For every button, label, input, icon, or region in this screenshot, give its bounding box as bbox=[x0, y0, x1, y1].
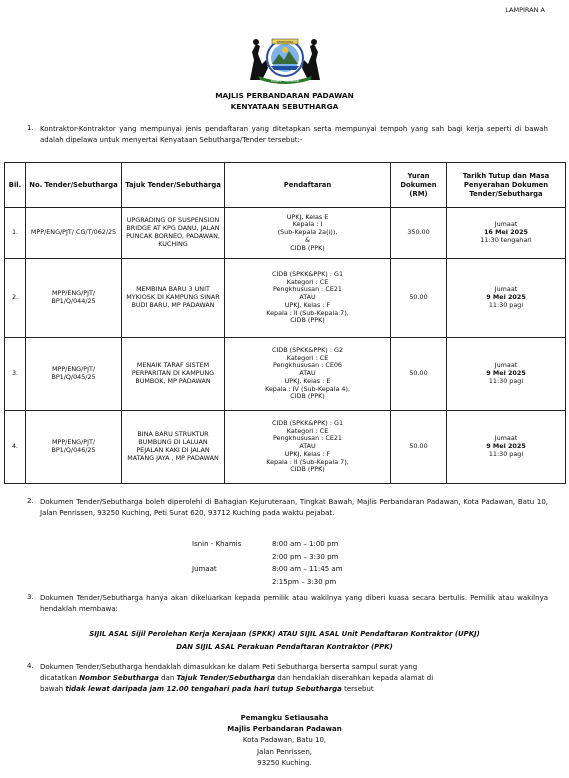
closing-day: Jumaat bbox=[494, 220, 518, 229]
row-fee: 50.00 bbox=[391, 411, 447, 484]
closing-date: 9 Mei 2025 bbox=[486, 442, 526, 451]
para4-fragment: bawah bbox=[40, 685, 66, 693]
para1-text: Kontraktor-Kontraktor yang mempunyai jenis pendaftaran yang ditetapkan serta mempunyai tempoh yang sah bagi kerja seperti di bawah adalah dipelawa untuk menyertai Kenyataan Sebutharga/Tender tersebut:- bbox=[40, 125, 548, 144]
row-title: BINA BARU STRUKTUR BUMBUNG DI LALUAN PEJALAN KAKI DI JALAN MATANG JAYA , MP PADAWAN bbox=[122, 411, 225, 484]
para4-number: 4. bbox=[27, 662, 34, 670]
signature-title: Pemangku Setiausaha bbox=[240, 714, 329, 722]
registration-line: CIDB (PPK) bbox=[290, 316, 325, 325]
para4-line bbox=[40, 684, 548, 695]
office-hours bbox=[0, 538, 569, 590]
registration-line: Kepala : II (Sub-Kepala 7), bbox=[266, 308, 349, 317]
header-bil: Bil. bbox=[5, 163, 26, 208]
registration-line: CIDB (PPK) bbox=[290, 243, 325, 252]
row-closing bbox=[447, 259, 566, 338]
registration-line: Kepala : IV (Sub-Kepala 4), bbox=[264, 384, 351, 393]
registration-line: Kepala : II (Sub-Kepala 7), bbox=[266, 457, 349, 466]
header-tarikh: Tarikh Tutup dan Masa Penyerahan Dokumen Tender/Sebutharga bbox=[447, 163, 566, 208]
header-no: No. Tender/Sebutharga bbox=[26, 163, 122, 208]
row-fee: 350.00 bbox=[391, 208, 447, 259]
schedule-time: 8:00 am – 11:45 am bbox=[272, 565, 343, 574]
signature-block bbox=[0, 713, 569, 769]
registration-line: CIDB (SPKK&PPK) : G1 bbox=[271, 269, 344, 278]
row-registration bbox=[225, 411, 391, 484]
row-closing bbox=[447, 338, 566, 411]
schedule-time: 2:15pm – 3:30 pm bbox=[272, 577, 337, 586]
para2-text: Dokumen Tender/Sebutharga boleh diperolehi di Bahagian Kejuruteraan, Tingkat Bawah, Majlis Perbandaran Padawan, Kota Padawan, Batu 10, Jalan Penrissen, 93250 Kuching, Peti Surat 620, 93712 Kuching pada waktu pejabat. bbox=[40, 498, 548, 517]
para4-fragment: dicatatkan bbox=[40, 674, 80, 682]
registration-line: Kepala : I bbox=[292, 220, 323, 229]
registration-line: ATAU bbox=[299, 293, 316, 302]
row-registration bbox=[225, 208, 391, 259]
schedule-time: 2:00 pm – 3:30 pm bbox=[272, 552, 339, 561]
registration-line: ATAU bbox=[299, 442, 316, 451]
heading-council: MAJLIS PERBANDARAN PADAWAN bbox=[215, 91, 354, 100]
para4-emphasis: Tajuk Tender/Sebutharga bbox=[176, 674, 276, 682]
header-tajuk: Tajuk Tender/Sebutharga bbox=[122, 163, 225, 208]
closing-day: Jumaat bbox=[494, 285, 518, 294]
table-header-row bbox=[5, 163, 566, 208]
row-tender-no: MPP/ENG/PJT/ BP1/Q/045/25 bbox=[26, 338, 122, 411]
header-pendaftaran: Pendaftaran bbox=[225, 163, 391, 208]
closing-time: 11:30 pagi bbox=[488, 449, 524, 458]
para4-emphasis: tidak lewat daripada jam 12.00 tengahari pada hari tutup Sebutharga bbox=[65, 685, 342, 693]
header-yuran: Yuran Dokumen (RM) bbox=[391, 163, 447, 208]
para4-line: Dokumen Tender/Sebutharga hendaklah dimasukkan ke dalam Peti Sebutharga berserta sampul surat yang bbox=[40, 663, 418, 671]
registration-line: Kategori : CE bbox=[286, 277, 329, 286]
row-closing bbox=[447, 208, 566, 259]
heading-notice: KENYATAAN SEBUTHARGA bbox=[230, 102, 339, 111]
closing-date: 9 Mei 2025 bbox=[486, 293, 526, 302]
row-bil: 2. bbox=[5, 259, 26, 338]
registration-line: UPKJ, Kelas : F bbox=[284, 449, 331, 458]
registration-line: CIDB (SPKK&PPK) : G2 bbox=[271, 345, 344, 354]
signature-address: Kota Padawan, Batu 10, bbox=[242, 736, 327, 745]
para4-emphasis: Nombor Sebutharga bbox=[79, 674, 159, 682]
signature-address: 93250 Kuching. bbox=[257, 758, 312, 767]
row-bil: 1. bbox=[5, 208, 26, 259]
registration-line: Pengkhususan : CE06 bbox=[273, 361, 342, 370]
registration-line: (Sub-Kepala 2a(i)), bbox=[277, 228, 338, 237]
para4-fragment: tersebut bbox=[341, 685, 374, 693]
para3-number: 3. bbox=[27, 593, 34, 601]
table-row bbox=[5, 259, 566, 338]
para4-text bbox=[40, 662, 548, 695]
svg-text:MAJLIS · PADAWAN: MAJLIS · PADAWAN bbox=[271, 79, 299, 83]
schedule-day: Isnin - Khamis bbox=[192, 540, 242, 548]
row-tender-no: MPP/ENG/PJT/ BP1/Q/044/25 bbox=[26, 259, 122, 338]
registration-line: Kategori : CE bbox=[286, 426, 329, 435]
para4-line bbox=[40, 673, 548, 684]
registration-line: UPKJ, Kelas E bbox=[286, 212, 329, 221]
requirement-line: DAN SIJIL ASAL Perakuan Pendaftaran Kontraktor (PPK) bbox=[176, 643, 393, 651]
row-tender-no: MPP/ENG/PJT/ BP1/Q/046/25 bbox=[26, 411, 122, 484]
table-row bbox=[5, 208, 566, 259]
row-closing bbox=[447, 411, 566, 484]
table-row bbox=[5, 411, 566, 484]
registration-line: CIDB (SPKK&PPK) : G1 bbox=[271, 418, 344, 427]
registration-line: Kategori : CE bbox=[286, 353, 329, 362]
para4-fragment: dan bbox=[158, 674, 177, 682]
para2-number: 2. bbox=[27, 497, 34, 505]
signature-address: Jalan Penrissen, bbox=[256, 747, 313, 756]
closing-time: 11:30 pagi bbox=[488, 300, 524, 309]
majlis-crest-logo bbox=[244, 30, 326, 86]
registration-line: CIDB (PPK) bbox=[290, 465, 325, 474]
row-fee: 50.00 bbox=[391, 338, 447, 411]
row-registration bbox=[225, 338, 391, 411]
closing-time: 11:30 pagi bbox=[488, 376, 524, 385]
closing-day: Jumaat bbox=[494, 434, 518, 443]
para4-fragment: dan hendaklah diserahkan kepada alamat di bbox=[275, 674, 434, 682]
row-bil: 3. bbox=[5, 338, 26, 411]
svg-text:SEMPURNA: SEMPURNA bbox=[276, 40, 294, 44]
row-title: MENAIK TARAF SISTEM PERPARITAN DI KAMPUNG BUMBOK, MP PADAWAN bbox=[122, 338, 225, 411]
registration-line: UPKJ, Kelas : F bbox=[284, 300, 331, 309]
row-title: UPGRADING OF SUSPENSION BRIDGE AT KPG DANU, JALAN PUNCAK BORNEO, PADAWAN, KUCHING bbox=[122, 208, 225, 259]
signature-org: Majlis Perbandaran Padawan bbox=[227, 725, 342, 734]
tender-table bbox=[4, 162, 566, 484]
registration-line: Pengkhususan : CE21 bbox=[273, 285, 342, 294]
closing-time: 11:30 tengahari bbox=[480, 235, 532, 244]
registration-line: UPKJ, Kelas : E bbox=[284, 376, 331, 385]
schedule-time: 8:00 am – 1:00 pm bbox=[272, 540, 339, 548]
table-row bbox=[5, 338, 566, 411]
row-bil: 4. bbox=[5, 411, 26, 484]
closing-day: Jumaat bbox=[494, 361, 518, 370]
registration-line: CIDB (PPK) bbox=[290, 392, 325, 401]
requirement-line: SIJIL ASAL Sijil Perolehan Kerja Kerajaan (SPKK) ATAU SIJIL ASAL Unit Pendaftaran Kontraktor (UPKJ) bbox=[89, 630, 480, 638]
row-title: MEMBINA BARU 3 UNIT MYKIOSK DI KAMPUNG SINAR BUDI BARU, MP PADAWAN bbox=[122, 259, 225, 338]
registration-line: & bbox=[305, 235, 310, 244]
row-fee: 50.00 bbox=[391, 259, 447, 338]
row-tender-no: MPP/ENG/PJT/ CG/T/062/25 bbox=[26, 208, 122, 259]
para1-number: 1. bbox=[27, 124, 34, 132]
closing-date: 9 Mei 2025 bbox=[486, 369, 526, 378]
row-registration bbox=[225, 259, 391, 338]
schedule-day: Jumaat bbox=[192, 565, 217, 574]
registration-line: ATAU bbox=[299, 369, 316, 378]
closing-date: 16 Mei 2025 bbox=[483, 228, 528, 237]
registration-line: Pengkhususan : CE21 bbox=[273, 434, 342, 443]
lampiran-label: LAMPIRAN A bbox=[505, 6, 545, 14]
para3-text: Dokumen Tender/Sebutharga hanya akan dikeluarkan kepada pemilik atau wakilnya yang diberi kuasa secara bertulis. Pemilik atau wakilnya hendaklah membawa: bbox=[40, 594, 548, 613]
